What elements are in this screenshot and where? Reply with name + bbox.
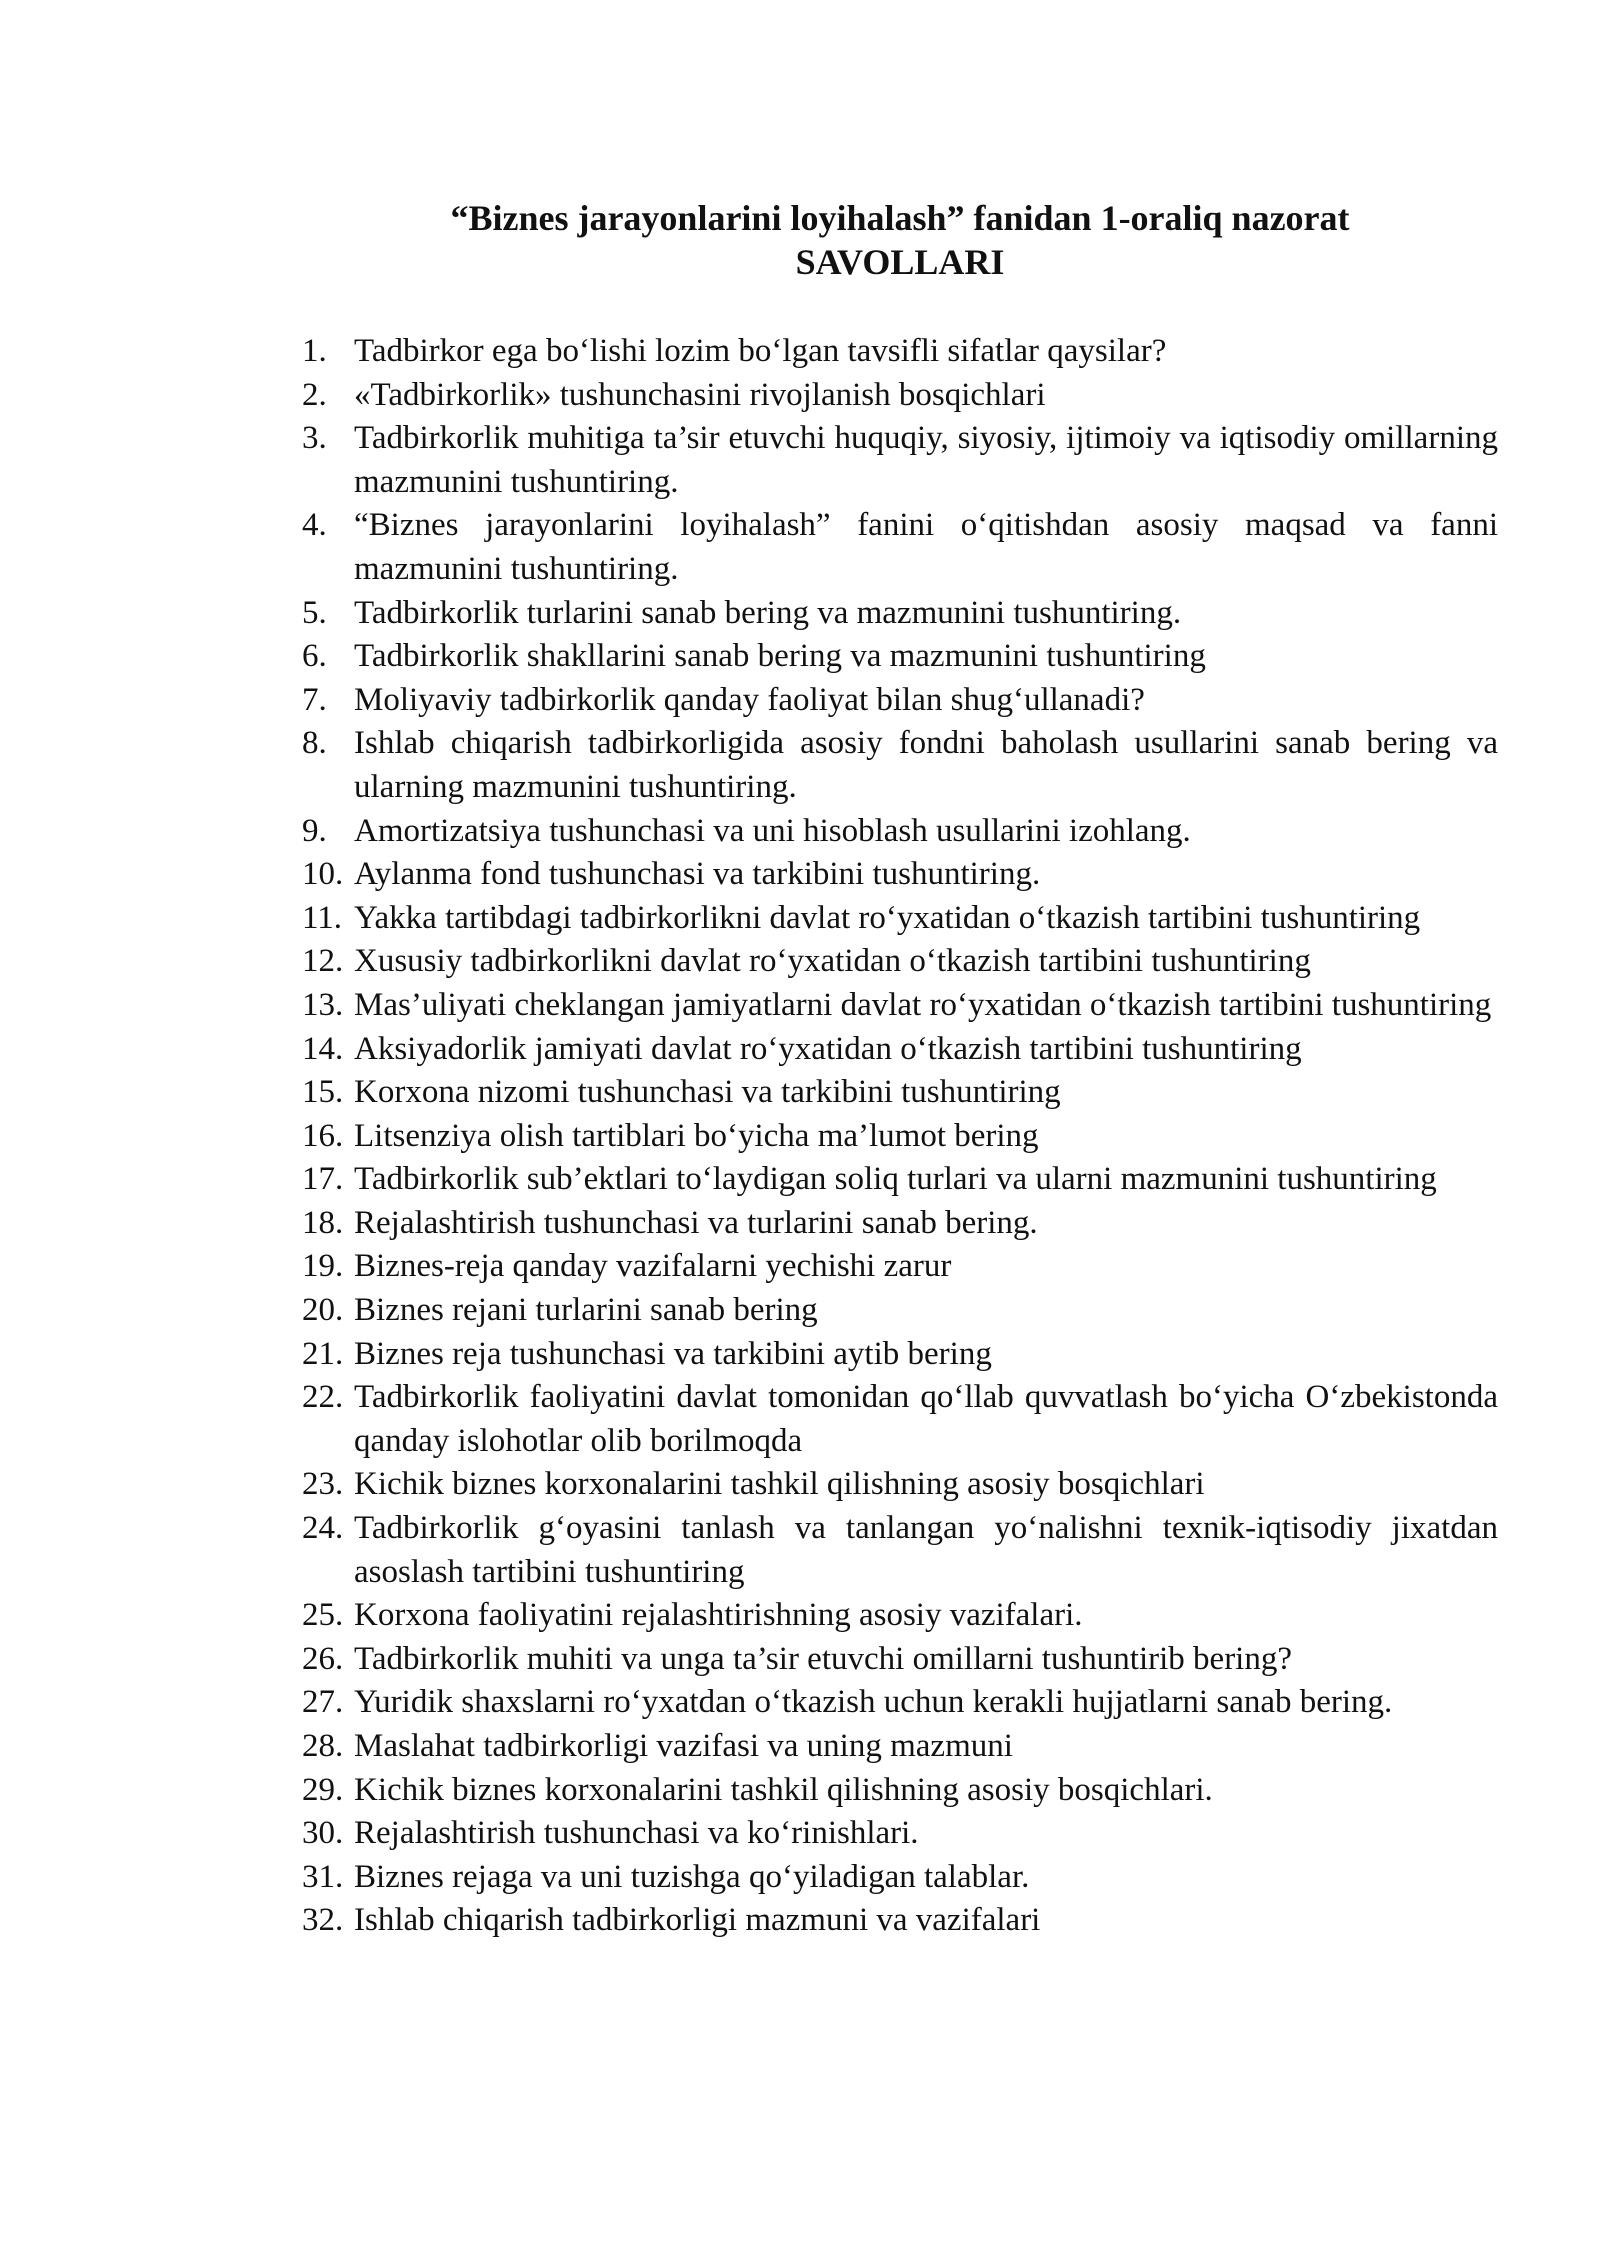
- question-text: Moliyaviy tadbirkorlik qanday faoliyat bilan shug‘ullanadi?: [354, 681, 1145, 718]
- question-number: 12.: [302, 943, 344, 980]
- question-text: Yuridik shaxslarni ro‘yxatdan o‘tkazish uchun kerakli hujjatlarni sanab bering.: [354, 1684, 1393, 1721]
- question-number: 26.: [302, 1640, 344, 1677]
- question-number: 31.: [302, 1858, 344, 1895]
- question-number: 30.: [302, 1815, 344, 1852]
- question-item: [302, 1769, 1498, 1813]
- question-number: 28.: [302, 1728, 344, 1764]
- question-text: Tadbirkorlik sub’ektlari to‘laydigan soliq turlari va ularni mazmunini tushuntiring: [354, 1161, 1437, 1198]
- question-number: 32.: [302, 1902, 344, 1939]
- question-text: Litsenziya olish tartiblari bo‘yicha ma’lumot bering: [354, 1117, 1039, 1154]
- question-text: Amortizatsiya tushunchasi va uni hisoblash usullarini izohlang.: [354, 812, 1191, 849]
- question-item: [302, 940, 1498, 984]
- question-text: Rejalashtirish tushunchasi va turlarini sanab bering.: [354, 1204, 1038, 1241]
- question-number: 4.: [302, 507, 327, 544]
- question-number: 9.: [302, 812, 327, 849]
- question-item: [302, 374, 1498, 418]
- question-text: Tadbirkorlik shakllarini sanab bering va mazmunini tushuntiring: [354, 638, 1206, 675]
- document-title: “Biznes jarayonlarini loyihalash” fanidan 1-oraliq nazorat: [450, 198, 1350, 238]
- question-text: Maslahat tadbirkorligi vazifasi va uning mazmuni: [354, 1728, 1013, 1764]
- question-item: [302, 853, 1498, 897]
- question-number: 13.: [302, 986, 344, 1023]
- question-item: [302, 722, 1498, 809]
- question-text: Korxona faoliyatini rejalashtirishning asosiy vazifalari.: [354, 1597, 1083, 1634]
- question-number: 2.: [302, 376, 327, 413]
- question-text: Korxona nizomi tushunchasi va tarkibini tushuntiring: [354, 1074, 1061, 1111]
- question-number: 11.: [302, 899, 343, 936]
- question-number: 22.: [302, 1379, 344, 1416]
- question-number: 25.: [302, 1597, 344, 1634]
- question-item: [302, 330, 1498, 374]
- question-text: “Biznes jarayonlarini loyihalash” fanini o‘qitishdan asosiy maqsad va fanni mazmunini tushuntiring.: [354, 507, 1498, 587]
- question-number: 7.: [302, 681, 327, 718]
- question-item: [302, 635, 1498, 679]
- question-text: Aksiyadorlik jamiyati davlat ro‘yxatidan o‘tkazish tartibini tushuntiring: [354, 1030, 1302, 1067]
- question-number: 29.: [302, 1771, 344, 1808]
- question-text: Yakka tartibdagi tadbirkorlikni davlat ro‘yxatidan o‘tkazish tartibini tushuntiring: [354, 899, 1421, 936]
- question-text: Biznes reja tushunchasi va tarkibini aytib bering: [354, 1335, 992, 1372]
- question-text: Biznes-reja qanday vazifalarni yechishi zarur: [354, 1248, 952, 1285]
- question-number: 27.: [302, 1684, 344, 1721]
- question-item: [302, 1463, 1498, 1507]
- question-item: [302, 1725, 1498, 1769]
- question-item: [302, 1245, 1498, 1289]
- question-item: [302, 1071, 1498, 1115]
- question-list: [302, 330, 1498, 1943]
- question-number: 19.: [302, 1248, 344, 1285]
- question-number: 17.: [302, 1161, 344, 1198]
- question-number: 15.: [302, 1074, 344, 1111]
- question-item: [302, 1202, 1498, 1246]
- question-item: [302, 1594, 1498, 1638]
- question-number: 1.: [302, 333, 327, 369]
- question-item: [302, 1812, 1498, 1856]
- question-text: Kichik biznes korxonalarini tashkil qilishning asosiy bosqichlari: [354, 1466, 1205, 1503]
- question-number: 23.: [302, 1466, 344, 1503]
- question-item: [302, 1158, 1498, 1202]
- question-text: Rejalashtirish tushunchasi va ko‘rinishlari.: [354, 1815, 919, 1852]
- question-number: 8.: [302, 725, 327, 762]
- question-text: Kichik biznes korxonalarini tashkil qilishning asosiy bosqichlari.: [354, 1771, 1213, 1808]
- question-item: [302, 417, 1498, 504]
- question-item: [302, 1856, 1498, 1900]
- question-text: Biznes rejani turlarini sanab bering: [354, 1292, 818, 1329]
- question-item: [302, 1899, 1498, 1943]
- question-text: Biznes rejaga va uni tuzishga qo‘yiladigan talablar.: [354, 1858, 1030, 1895]
- question-item: [302, 810, 1498, 854]
- question-number: 21.: [302, 1335, 344, 1372]
- question-item: [302, 1376, 1498, 1463]
- question-text: Tadbirkorlik muhiti va unga ta’sir etuvchi omillarni tushuntirib bering?: [354, 1640, 1293, 1677]
- question-number: 14.: [302, 1030, 344, 1067]
- question-number: 5.: [302, 594, 327, 631]
- question-number: 18.: [302, 1204, 344, 1241]
- question-text: Ishlab chiqarish tadbirkorligida asosiy fondni baholash usullarini sanab bering va ularning mazmunini tushuntiring.: [354, 725, 1498, 805]
- question-number: 6.: [302, 638, 327, 675]
- question-item: [302, 679, 1498, 723]
- question-item: [302, 592, 1498, 636]
- question-item: [302, 1028, 1498, 1072]
- question-item: [302, 1289, 1498, 1333]
- question-item: [302, 897, 1498, 941]
- document-subtitle: SAVOLLARI: [795, 242, 1005, 282]
- question-number: 16.: [302, 1117, 344, 1154]
- question-item: [302, 1638, 1498, 1682]
- question-number: 3.: [302, 420, 327, 457]
- question-text: Tadbirkorlik faoliyatini davlat tomonidan qo‘llab quvvatlash bo‘yicha O‘zbekistonda qanday islohotlar olib borilmoqda: [354, 1379, 1498, 1459]
- question-number: 24.: [302, 1510, 344, 1547]
- question-text: Aylanma fond tushunchasi va tarkibini tushuntiring.: [354, 856, 1041, 893]
- question-text: Ishlab chiqarish tadbirkorligi mazmuni va vazifalari: [354, 1902, 1041, 1939]
- question-text: «Tadbirkorlik» tushunchasini rivojlanish bosqichlari: [354, 376, 1046, 413]
- question-text: Tadbirkorlik turlarini sanab bering va mazmunini tushuntiring.: [354, 594, 1182, 631]
- question-item: [302, 504, 1498, 591]
- question-item: [302, 1333, 1498, 1377]
- question-text: Tadbirkorlik muhitiga ta’sir etuvchi huquqiy, siyosiy, ijtimoiy va iqtisodiy omillarning mazmunini tushuntiring.: [354, 420, 1498, 500]
- question-number: 10.: [302, 856, 344, 893]
- question-text: Mas’uliyati cheklangan jamiyatlarni davlat ro‘yxatidan o‘tkazish tartibini tushuntiring: [354, 986, 1492, 1023]
- question-text: Tadbirkorlik g‘oyasini tanlash va tanlangan yo‘nalishni texnik-iqtisodiy jixatdan asoslash tartibini tushuntiring: [354, 1510, 1498, 1590]
- question-item: [302, 1681, 1498, 1725]
- question-item: [302, 1115, 1498, 1159]
- question-text: Xususiy tadbirkorlikni davlat ro‘yxatidan o‘tkazish tartibini tushuntiring: [354, 943, 1311, 980]
- question-item: [302, 1507, 1498, 1594]
- question-text: Tadbirkor ega bo‘lishi lozim bo‘lgan tavsifli sifatlar qaysilar?: [354, 333, 1167, 369]
- question-number: 20.: [302, 1292, 344, 1329]
- question-item: [302, 984, 1498, 1028]
